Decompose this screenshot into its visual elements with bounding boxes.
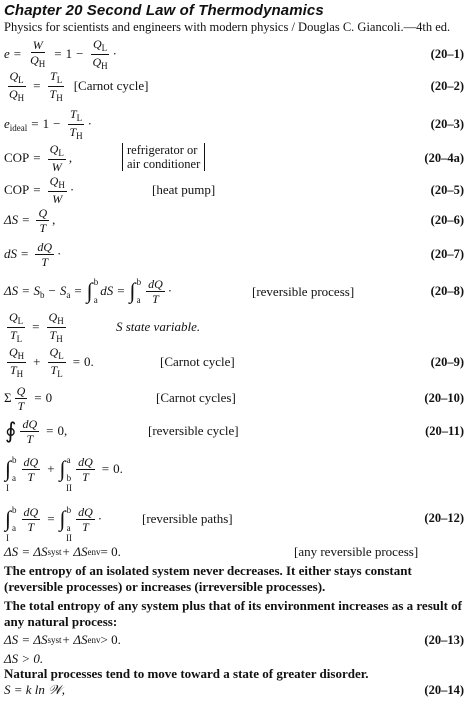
equation-20-14: S = k ln 𝒲, (20–14) [4,682,464,697]
equation-20-9: $\frac{Q_H}{T_H}$ + $\frac{Q_L}{T_L}$ = 0. [Carnot cycle] (20–9) [9,344,464,379]
equation-number: (20–7) [430,247,464,261]
integral-sign: ∫ [86,278,93,303]
sigma-sign: Σ [4,390,12,405]
page-title: Chapter 20 Second Law of Thermodynamics [4,2,324,19]
equation-note: [any reversible process] [294,544,419,559]
equation-number: (20–13) [424,633,464,647]
equation-path-sum: ∫ b a $\frac{dQ}{T}$ + ∫ a b $\frac{dQ}{T}$ = 0. I II [5,454,123,493]
equation-entropy-positive: ΔS > 0. [4,651,44,666]
equation-20-3: $e_{ideal}$ = 1 − $\frac{T_L}{T_H}$ · (20–3) [4,106,464,141]
equation-number: (20–4a) [424,151,464,165]
book-citation: Physics for scientists and engineers with modern physics / Douglas C. Giancoli.—4th ed. [4,20,451,34]
equation-20-2: $\frac{Q_L}{Q_H}$ = $\frac{T_L}{T_H}$ [Carnot cycle] (20–2) [9,68,464,103]
equation-20-6: ΔS = $\frac{Q}{T}$ , (20–6) [4,205,464,235]
equation-number: (20–2) [430,79,464,93]
disorder-statement: Natural processes tend to move toward a state of greater disorder. [4,666,369,681]
equation-note: [Carnot cycles] [156,390,236,405]
equation-state-variable: $\frac{Q_L}{T_L}$ = $\frac{Q_H}{T_H}$ S state variable. [9,309,201,344]
equation-number: (20–12) [424,511,464,525]
efficiency-symbol: e [4,46,10,61]
equation-20-10: Σ $\frac{Q}{T}$ = 0 [Carnot cycles] (20–10) [4,383,464,413]
equation-20-4a: COP = $\frac{Q_L}{W}$ , refrigerator or air conditioner (20–4a) [4,142,464,174]
equation-number: (20–5) [430,183,464,197]
equation-note: [Carnot cycle] [73,78,149,93]
equation-reversible-process: ΔS = ΔS syst + ΔS env = 0. [any reversible process] [4,544,419,559]
equation-20-11: ∮ $\frac{dQ}{T}$ = 0, [reversible cycle] (20–11) [5,416,464,446]
path-label: I [6,483,9,493]
equation-number: (20–10) [424,391,464,405]
equation-number: (20–8) [430,284,464,298]
equation-note: [reversible paths] [142,511,233,526]
equation-note: [reversible process] [252,284,355,299]
equation-number: (20–1) [430,47,464,61]
equation-20-13: ΔS = ΔS syst + ΔS env > 0. (20–13) [4,632,464,647]
path-label: II [66,533,72,543]
fraction: $\frac{W}{Q_H}$ [30,38,46,69]
total-entropy-statement: The total entropy of any system plus that of its environment increases as a result of any natural process: [4,598,463,629]
equation-note: [Carnot cycle] [160,354,235,369]
equation-20-8: ΔS = $S_b$ − $S_a$ = ∫ b a dS = ∫ b a $\frac{dQ}{T}$ · [reversible process] (20–8) [4,276,464,306]
equation-number: (20–6) [430,213,464,227]
fraction: $\frac{Q_L}{Q_H}$ [92,36,108,71]
equation-note: [reversible cycle] [148,423,239,438]
equation-number: (20–14) [424,683,464,697]
equation-number: (20–3) [430,117,464,131]
equation-20-5: COP = $\frac{Q_H}{W}$ · [heat pump] (20–5) [4,174,464,206]
integral-sign: ∫ [129,278,136,303]
path-label: I [6,533,9,543]
equation-20-7: dS = $\frac{dQ}{T}$ · (20–7) [4,239,464,269]
equation-number: (20–11) [425,424,464,438]
contour-integral-sign: ∮ [5,418,17,443]
equation-20-12: ∫ b a $\frac{dQ}{T}$ = ∫ b a $\frac{dQ}{T}$ · I II [reversible paths] (20–12) [5,504,464,543]
equation-note: S state variable. [116,319,201,334]
equation-20-1: e = $\frac{W}{Q_H}$ = 1 − $\frac{Q_L}{Q_H}$ · (20–1) [4,36,464,71]
equation-number: (20–9) [430,355,464,369]
entropy-statement: The entropy of an isolated system never decreases. It either stays constant (reversible processes) or increases (irreversible processes). [4,563,412,594]
equation-note: [heat pump] [152,182,216,197]
path-label: II [66,483,72,493]
equation-note: refrigerator or air conditioner [122,143,205,171]
